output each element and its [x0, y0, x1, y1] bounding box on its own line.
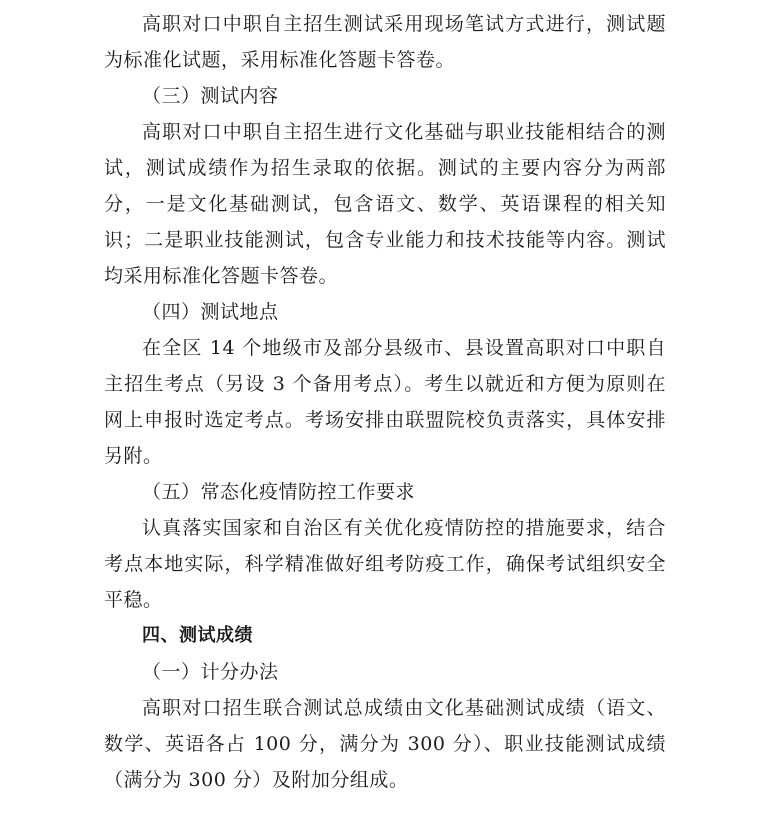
document-body	[104, 6, 666, 798]
section-heading-epidemic-prevention: （五）常态化疫情防控工作要求	[142, 481, 416, 503]
paragraph-scoring-method: 高职对口招生联合测试总成绩由文化基础测试成绩（语文、数学、英语各占 100 分，满分为 300 分）、职业技能测试成绩（满分为 300 分）及附加分组成。	[104, 697, 666, 791]
section-heading-test-location: （四）测试地点	[142, 301, 279, 323]
paragraph-test-format: 高职对口中职自主招生测试采用现场笔试方式进行，测试题为标准化试题，采用标准化答题卡答卷。	[104, 13, 666, 71]
chapter-heading-test-scores: 四、测试成绩	[142, 625, 253, 646]
section-heading-scoring-method: （一）计分办法	[142, 661, 279, 683]
paragraph-epidemic-prevention: 认真落实国家和自治区有关优化疫情防控的措施要求，结合考点本地实际，科学精准做好组考防疫工作，确保考试组织安全平稳。	[104, 517, 666, 611]
paragraph-test-content: 高职对口中职自主招生进行文化基础与职业技能相结合的测试，测试成绩作为招生录取的依据。测试的主要内容分为两部分，一是文化基础测试，包含语文、数学、英语课程的相关知识；二是职业技能测试，包含专业能力和技术技能等内容。测试均采用标准化答题卡答卷。	[104, 121, 666, 287]
section-heading-test-content: （三）测试内容	[142, 85, 279, 107]
paragraph-test-location: 在全区 14 个地级市及部分县级市、县设置高职对口中职自主招生考点（另设 3 个备用考点）。考生以就近和方便为原则在网上申报时选定考点。考场安排由联盟院校负责落实，具体安排另附。	[104, 337, 666, 467]
